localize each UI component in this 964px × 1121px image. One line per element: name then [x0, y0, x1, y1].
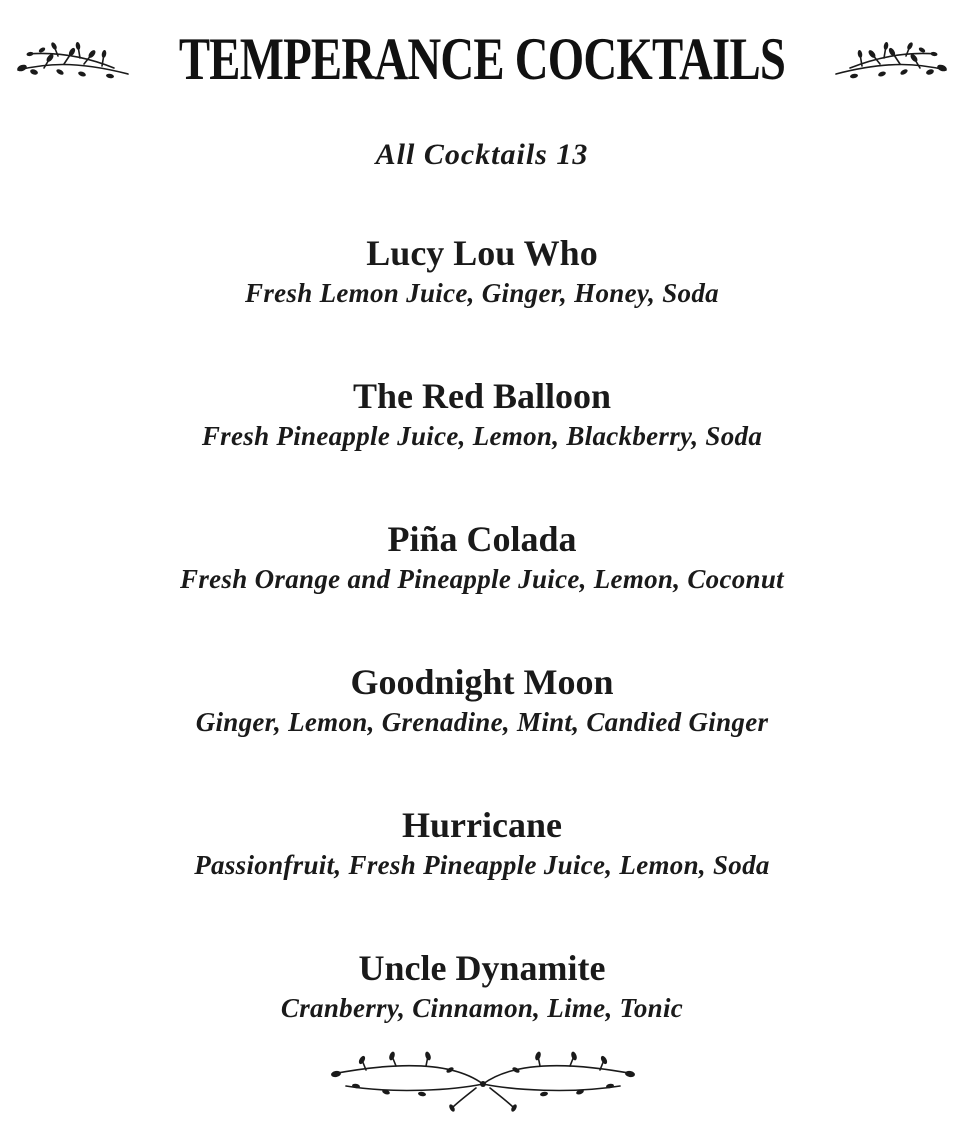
floral-flourish-icon	[326, 1050, 640, 1112]
menu-item	[0, 373, 964, 516]
page-title: TEMPERANCE COCKTAILS	[178, 26, 786, 92]
item-name: Lucy Lou Who	[366, 233, 598, 273]
item-name: The Red Balloon	[352, 376, 612, 416]
leafy-sprig-right-icon	[832, 34, 950, 84]
item-description: Fresh Orange and Pineapple Juice, Lemon, Coconut	[180, 564, 784, 594]
item-description: Fresh Pineapple Juice, Lemon, Blackberry, Soda	[201, 421, 763, 451]
menu-item	[0, 516, 964, 659]
item-name: Uncle Dynamite	[358, 948, 606, 988]
menu-header	[0, 26, 964, 96]
menu-item	[0, 659, 964, 802]
menu-item	[0, 802, 964, 945]
price-line: All Cocktails 13	[375, 138, 589, 171]
item-description: Fresh Lemon Juice, Ginger, Honey, Soda	[245, 278, 719, 308]
item-name: Hurricane	[402, 805, 562, 845]
item-name: Goodnight Moon	[350, 662, 614, 702]
item-description: Ginger, Lemon, Grenadine, Mint, Candied Ginger	[195, 707, 769, 737]
item-name: Piña Colada	[387, 519, 577, 559]
menu-item	[0, 230, 964, 373]
cocktail-list	[0, 230, 964, 1088]
item-description: Passionfruit, Fresh Pineapple Juice, Lemon, Soda	[194, 850, 770, 880]
item-description: Cranberry, Cinnamon, Lime, Tonic	[280, 993, 684, 1023]
